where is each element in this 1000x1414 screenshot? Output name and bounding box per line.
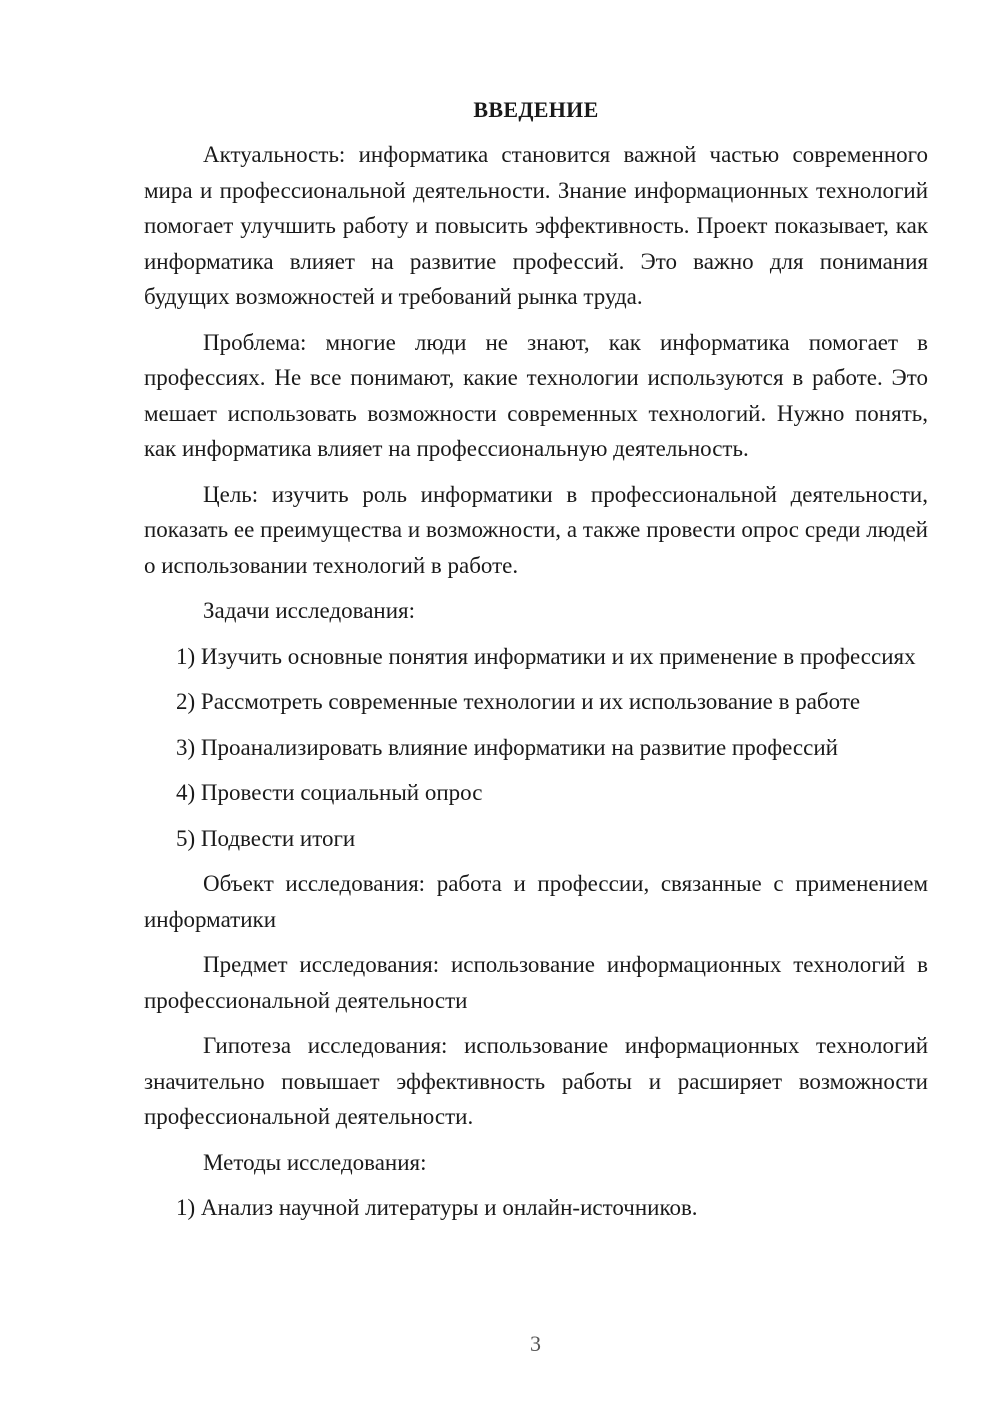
- goal-paragraph: Цель: изучить роль информатики в профессиональной деятельности, показать ее преимущества и возможности, а также провести опрос среди людей о использовании технологий в работе.: [144, 481, 928, 578]
- object-paragraph: Объект исследования: работа и профессии, связанные с применением информатики: [144, 871, 928, 932]
- document-page: [144, 92, 928, 1236]
- section-title: ВВЕДЕНИЕ: [473, 97, 599, 122]
- tasks-heading: Задачи исследования:: [203, 598, 416, 623]
- task-item-1: 1) Изучить основные понятия информатики и их применение в профессиях: [176, 643, 916, 669]
- task-item-2: 2) Рассмотреть современные технологии и их использование в работе: [176, 689, 861, 714]
- task-item-5: 5) Подвести итоги: [176, 825, 356, 851]
- relevance-paragraph: Актуальность: информатика становится важной частью современного мира и профессиональной деятельности. Знание информационных технологий помогает улучшить работу и повысить эффективность. Проект показывает, как информатика влияет на развитие профессий. Это важно для понимания будущих возможностей и требований рынка труда.: [144, 142, 928, 309]
- methods-heading: Методы исследования:: [203, 1149, 427, 1175]
- page-number: 3: [530, 1331, 541, 1356]
- task-item-4: 4) Провести социальный опрос: [176, 780, 483, 805]
- problem-paragraph: Проблема: многие люди не знают, как информатика помогает в профессиях. Не все понимают, какие технологии используются в работе. Это мешает использовать возможности современных технологий. Нужно понять, как информатика влияет на профессиональную деятельность.: [144, 329, 928, 461]
- hypothesis-paragraph: Гипотеза исследования: использование информационных технологий значительно повышает эффективность работы и расширяет возможности профессиональной деятельности.: [144, 1033, 928, 1129]
- subject-paragraph: Предмет исследования: использование информационных технологий в профессиональной деятельности: [144, 952, 928, 1013]
- method-item-1: 1) Анализ научной литературы и онлайн-источников.: [176, 1195, 698, 1220]
- task-item-3: 3) Проанализировать влияние информатики на развитие профессий: [176, 734, 838, 760]
